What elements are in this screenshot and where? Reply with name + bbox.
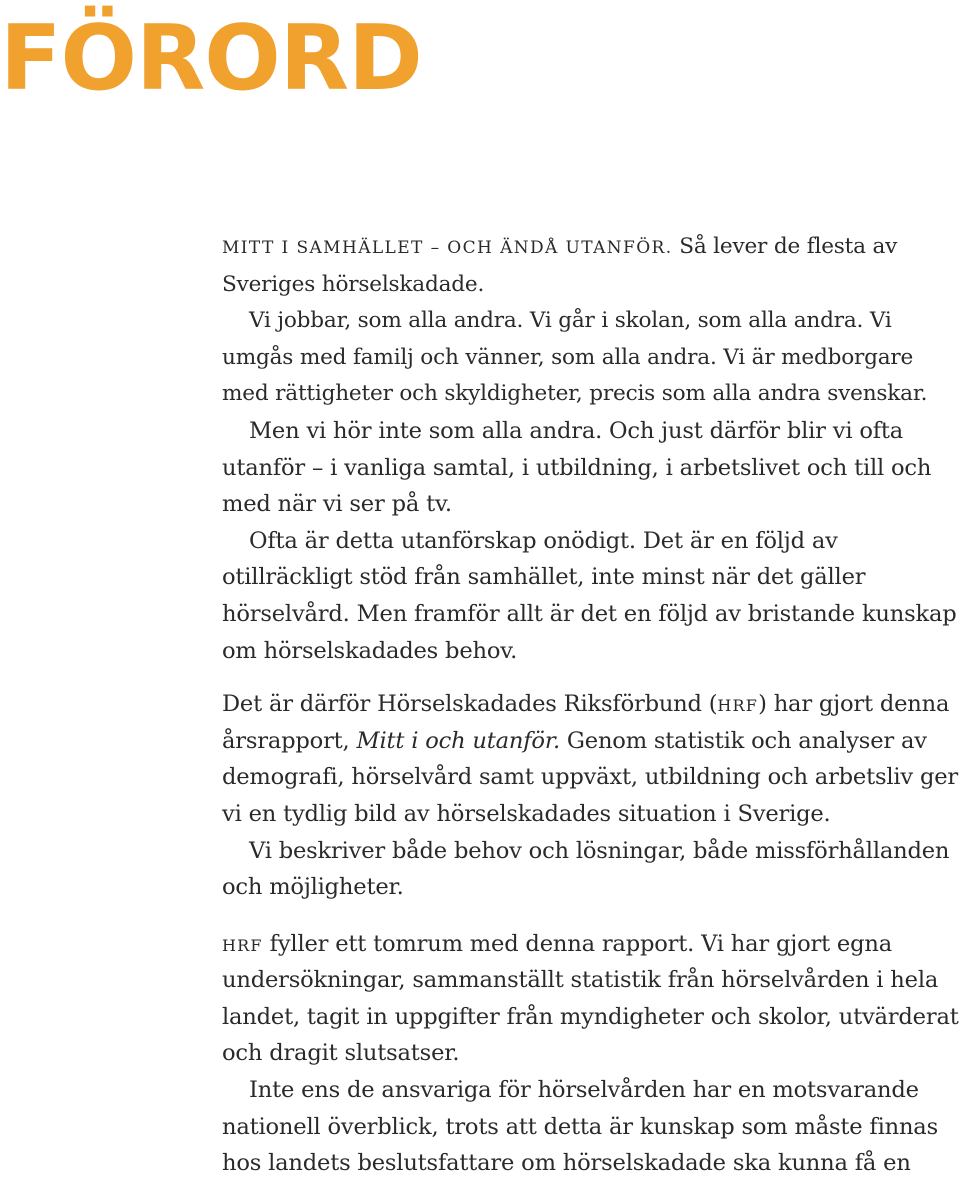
paragraph-5-text-c: Genom statistik och analyser av demografi, hörselvård samt uppväxt, utbildning och arbetsliv ger vi en tydlig bild av hörselskadades situation i Sverige. [222,727,959,827]
report-title: Mitt i och utanför. [356,727,560,754]
body-text [222,229,960,1182]
paragraph-1-text: Så lever de flesta av Sveriges hörselskadade. [222,234,898,297]
paragraph-7 [222,926,960,1072]
paragraph-5 [222,686,960,832]
paragraph-2: Vi jobbar, som alla andra. Vi går i skolan, som alla andra. Vi umgås med familj och vänner, som alla andra. Vi är medborgare med rättigheter och skyldigheter, precis som alla andra svenskar. [222,308,928,407]
paragraph-5-text-b: ) har gjort denna årsrapport, [222,691,950,754]
paragraph-4: Ofta är detta utanförskap onödigt. Det är en följd av otillräckligt stöd från samhället, inte minst när det gäller hörselvård. Men framför allt är det en följd av bristande kunskap om hörselskadades behov. [222,527,957,664]
paragraph-8: Inte ens de ansvariga för hörselvården har en motsvarande nationell överblick, trots att detta är kunskap som måste finnas hos landets beslutsfattare om hörselskadade ska kunna få en [222,1077,938,1177]
paragraph-5-text-a: Det är därför Hörselskadades Riksförbund ( [222,691,718,718]
page-title: FÖRORD [0,6,422,111]
paragraph-6: Vi beskriver både behov och lösningar, både missförhållanden och möjligheter. [222,837,950,901]
paragraph-3: Men vi hör inte som alla andra. Och just därför blir vi ofta utanför – i vanliga samtal, i utbildning, i arbetslivet och till och med när vi ser på tv. [222,417,932,518]
hrf-abbreviation: hrf [222,930,263,957]
hrf-abbreviation: hrf [717,691,759,718]
paragraph-1 [222,229,960,303]
lead-in-small-caps: MITT I SAMHÄLLET – OCH ÄNDÅ UTANFÖR. [222,238,673,258]
paragraph-7-text: fyller ett tomrum med denna rapport. Vi har gjort egna undersökningar, sammanställt statistik från hörselvården i hela landet, tagit in uppgifter från myndigheter och skolor, utvärderat och dragit slutsatser. [222,930,959,1067]
